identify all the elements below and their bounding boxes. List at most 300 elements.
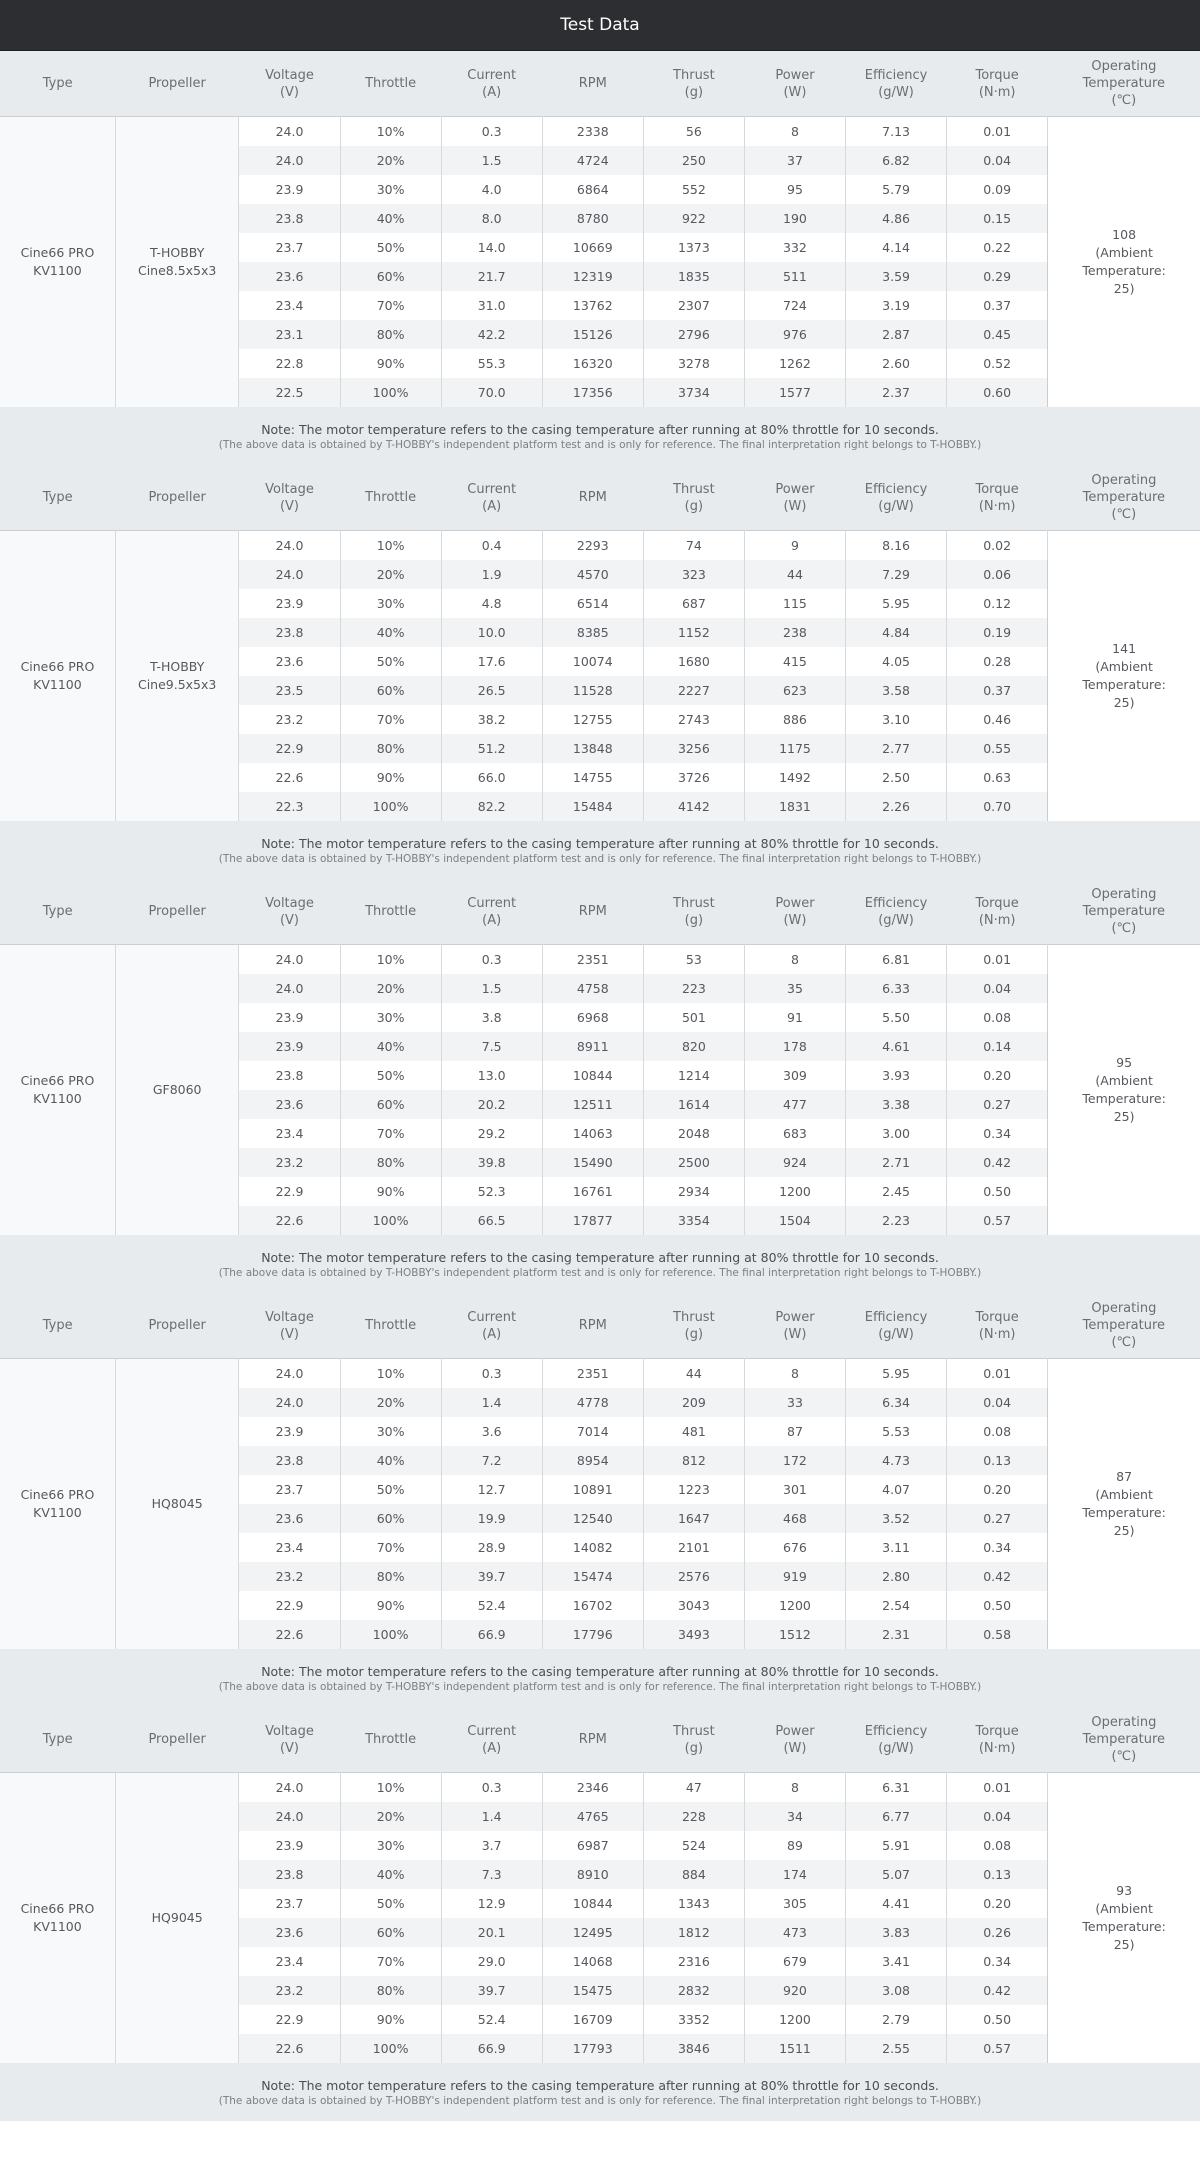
header-text: Efficiency — [864, 481, 928, 497]
header-text: RPM — [578, 490, 607, 505]
voltage-cell: 23.6 — [239, 1090, 340, 1119]
throttle-cell: 30% — [340, 175, 441, 204]
rpm-cell: 16761 — [542, 1177, 643, 1206]
thrust-cell: 4142 — [643, 792, 744, 821]
voltage-cell: 24.0 — [239, 1802, 340, 1831]
voltage-cell: 23.7 — [239, 1889, 340, 1918]
header-text: (N·m) — [978, 912, 1016, 928]
voltage-cell: 23.9 — [239, 1003, 340, 1032]
efficiency-cell: 6.81 — [846, 945, 947, 975]
torque-cell: 0.02 — [947, 531, 1048, 561]
efficiency-cell: 6.82 — [846, 146, 947, 175]
rpm-cell: 6968 — [542, 1003, 643, 1032]
throttle-cell: 40% — [340, 204, 441, 233]
operating-temperature-cell — [1048, 117, 1200, 408]
voltage-cell: 22.9 — [239, 1177, 340, 1206]
current-cell: 8.0 — [441, 204, 542, 233]
thrust-cell: 1835 — [643, 262, 744, 291]
propeller-cell — [115, 1773, 239, 2064]
torque-cell: 0.01 — [947, 1359, 1048, 1389]
voltage-cell: 24.0 — [239, 560, 340, 589]
note-row — [0, 1235, 1200, 1293]
temperature-text: 25) — [1113, 1109, 1135, 1124]
efficiency-cell: 3.10 — [846, 705, 947, 734]
motor-type-cell — [0, 1773, 115, 2064]
temperature-text: (Ambient — [1095, 1901, 1153, 1916]
header-efficiency — [846, 465, 947, 531]
throttle-cell: 90% — [340, 349, 441, 378]
note-cell — [0, 1649, 1200, 1707]
power-cell: 1200 — [744, 1591, 845, 1620]
efficiency-cell: 3.11 — [846, 1533, 947, 1562]
power-cell: 924 — [744, 1148, 845, 1177]
torque-cell: 0.04 — [947, 1802, 1048, 1831]
current-cell: 0.4 — [441, 531, 542, 561]
current-cell: 70.0 — [441, 378, 542, 407]
rpm-cell: 14082 — [542, 1533, 643, 1562]
header-text: Thrust — [673, 895, 715, 911]
propeller-name: HQ8045 — [151, 1496, 203, 1511]
header-text: Propeller — [148, 1732, 206, 1747]
power-cell: 87 — [744, 1417, 845, 1446]
thrust-cell: 1647 — [643, 1504, 744, 1533]
note-text: Note: The motor temperature refers to the casing temperature after running at 80% throttle for 10 seconds. — [261, 835, 939, 851]
thrust-cell: 2934 — [643, 1177, 744, 1206]
throttle-cell: 80% — [340, 734, 441, 763]
table-body — [0, 51, 1200, 2121]
efficiency-cell: 3.19 — [846, 291, 947, 320]
voltage-cell: 23.9 — [239, 1417, 340, 1446]
efficiency-cell: 4.73 — [846, 1446, 947, 1475]
rpm-cell: 2351 — [542, 1359, 643, 1389]
rpm-cell: 16320 — [542, 349, 643, 378]
note-row — [0, 2063, 1200, 2121]
throttle-cell: 90% — [340, 2005, 441, 2034]
torque-cell: 0.63 — [947, 763, 1048, 792]
rpm-cell: 15474 — [542, 1562, 643, 1591]
header-text: (W) — [783, 498, 807, 514]
note-text: Note: The motor temperature refers to the casing temperature after running at 80% throttle for 10 seconds. — [261, 421, 939, 437]
header-efficiency — [846, 1293, 947, 1359]
disclaimer-text: (The above data is obtained by T-HOBBY's independent platform test and is only for reference. The final interpretation right belongs to T-HOBBY.) — [218, 2094, 982, 2107]
voltage-cell: 23.6 — [239, 1918, 340, 1947]
power-cell: 332 — [744, 233, 845, 262]
header-text: (V) — [279, 1740, 300, 1756]
disclaimer-text: (The above data is obtained by T-HOBBY's independent platform test and is only for reference. The final interpretation right belongs to T-HOBBY.) — [218, 852, 982, 865]
header-rpm — [542, 51, 643, 117]
header-text: RPM — [578, 904, 607, 919]
rpm-cell: 14063 — [542, 1119, 643, 1148]
power-cell: 679 — [744, 1947, 845, 1976]
temperature-text: Temperature: — [1082, 1091, 1166, 1106]
rpm-cell: 12755 — [542, 705, 643, 734]
header-text: (℃) — [1111, 93, 1137, 108]
header-torque — [947, 51, 1048, 117]
throttle-cell: 60% — [340, 676, 441, 705]
torque-cell: 0.45 — [947, 320, 1048, 349]
torque-cell: 0.37 — [947, 676, 1048, 705]
efficiency-cell: 6.33 — [846, 974, 947, 1003]
efficiency-cell: 2.54 — [846, 1591, 947, 1620]
efficiency-cell: 5.95 — [846, 1359, 947, 1389]
throttle-cell: 20% — [340, 560, 441, 589]
header-power — [744, 1707, 845, 1773]
rpm-cell: 12511 — [542, 1090, 643, 1119]
thrust-cell: 884 — [643, 1860, 744, 1889]
header-voltage — [239, 1707, 340, 1773]
page-title: Test Data — [0, 0, 1200, 51]
efficiency-cell: 3.59 — [846, 262, 947, 291]
power-cell: 305 — [744, 1889, 845, 1918]
voltage-cell: 24.0 — [239, 1359, 340, 1389]
throttle-cell: 30% — [340, 1417, 441, 1446]
efficiency-cell: 5.91 — [846, 1831, 947, 1860]
thrust-cell: 323 — [643, 560, 744, 589]
rpm-cell: 15484 — [542, 792, 643, 821]
propeller-name: GF8060 — [152, 1082, 202, 1097]
thrust-cell: 2500 — [643, 1148, 744, 1177]
power-cell: 91 — [744, 1003, 845, 1032]
temperature-text: Temperature: — [1082, 677, 1166, 692]
header-text: (℃) — [1111, 921, 1137, 936]
efficiency-cell: 3.52 — [846, 1504, 947, 1533]
torque-cell: 0.04 — [947, 974, 1048, 1003]
rpm-cell: 7014 — [542, 1417, 643, 1446]
power-cell: 676 — [744, 1533, 845, 1562]
header-row — [0, 1293, 1200, 1359]
throttle-cell: 40% — [340, 1032, 441, 1061]
header-text: Operating — [1091, 887, 1157, 902]
thrust-cell: 820 — [643, 1032, 744, 1061]
thrust-cell: 74 — [643, 531, 744, 561]
rpm-cell: 8780 — [542, 204, 643, 233]
header-text: (V) — [279, 912, 300, 928]
voltage-cell: 23.4 — [239, 1533, 340, 1562]
rpm-cell: 10669 — [542, 233, 643, 262]
header-text: (g) — [684, 1740, 704, 1756]
header-text: Throttle — [365, 76, 417, 91]
header-text: Voltage — [265, 895, 314, 911]
motor-type-name: Cine66 PRO — [20, 1901, 95, 1916]
rpm-cell: 15475 — [542, 1976, 643, 2005]
header-text: (V) — [279, 84, 300, 100]
rpm-cell: 12540 — [542, 1504, 643, 1533]
current-cell: 66.9 — [441, 2034, 542, 2063]
header-type — [0, 465, 115, 531]
power-cell: 8 — [744, 117, 845, 147]
header-text: Thrust — [673, 1309, 715, 1325]
torque-cell: 0.15 — [947, 204, 1048, 233]
torque-cell: 0.28 — [947, 647, 1048, 676]
thrust-cell: 1614 — [643, 1090, 744, 1119]
current-cell: 55.3 — [441, 349, 542, 378]
throttle-cell: 20% — [340, 1802, 441, 1831]
header-row — [0, 1707, 1200, 1773]
efficiency-cell: 3.58 — [846, 676, 947, 705]
torque-cell: 0.70 — [947, 792, 1048, 821]
header-text: (A) — [482, 1740, 502, 1756]
torque-cell: 0.34 — [947, 1947, 1048, 1976]
torque-cell: 0.57 — [947, 1206, 1048, 1235]
current-cell: 7.2 — [441, 1446, 542, 1475]
throttle-cell: 70% — [340, 1119, 441, 1148]
thrust-cell: 501 — [643, 1003, 744, 1032]
voltage-cell: 23.8 — [239, 1061, 340, 1090]
power-cell: 1492 — [744, 763, 845, 792]
rpm-cell: 17796 — [542, 1620, 643, 1649]
power-cell: 1504 — [744, 1206, 845, 1235]
note-cell — [0, 407, 1200, 465]
voltage-cell: 22.9 — [239, 2005, 340, 2034]
motor-type-cell — [0, 1359, 115, 1650]
power-cell: 35 — [744, 974, 845, 1003]
power-cell: 1512 — [744, 1620, 845, 1649]
throttle-cell: 20% — [340, 974, 441, 1003]
header-rpm — [542, 1293, 643, 1359]
power-cell: 34 — [744, 1802, 845, 1831]
voltage-cell: 22.6 — [239, 1206, 340, 1235]
header-text: (g/W) — [878, 498, 914, 514]
power-cell: 8 — [744, 1773, 845, 1803]
header-text: (N·m) — [978, 84, 1016, 100]
thrust-cell: 47 — [643, 1773, 744, 1803]
efficiency-cell: 2.80 — [846, 1562, 947, 1591]
rpm-cell: 14068 — [542, 1947, 643, 1976]
rpm-cell: 12319 — [542, 262, 643, 291]
header-text: (W) — [783, 84, 807, 100]
header-text: Throttle — [365, 1732, 417, 1747]
current-cell: 31.0 — [441, 291, 542, 320]
power-cell: 683 — [744, 1119, 845, 1148]
throttle-cell: 80% — [340, 1562, 441, 1591]
header-text: Operating — [1091, 473, 1157, 488]
current-cell: 1.5 — [441, 146, 542, 175]
header-operating-temperature — [1048, 465, 1200, 531]
propeller-name: HQ9045 — [151, 1910, 203, 1925]
power-cell: 511 — [744, 262, 845, 291]
header-text: Efficiency — [864, 1309, 928, 1325]
rpm-cell: 10891 — [542, 1475, 643, 1504]
header-text: Torque — [975, 67, 1019, 83]
header-type — [0, 1707, 115, 1773]
torque-cell: 0.46 — [947, 705, 1048, 734]
rpm-cell: 17877 — [542, 1206, 643, 1235]
voltage-cell: 23.9 — [239, 1032, 340, 1061]
header-thrust — [643, 465, 744, 531]
temperature-text: (Ambient — [1095, 1487, 1153, 1502]
header-text: (V) — [279, 1326, 300, 1342]
current-cell: 0.3 — [441, 117, 542, 147]
throttle-cell: 100% — [340, 1206, 441, 1235]
thrust-cell: 3278 — [643, 349, 744, 378]
header-power — [744, 1293, 845, 1359]
thrust-cell: 1152 — [643, 618, 744, 647]
current-cell: 29.0 — [441, 1947, 542, 1976]
current-cell: 82.2 — [441, 792, 542, 821]
throttle-cell: 90% — [340, 763, 441, 792]
header-text: Torque — [975, 1309, 1019, 1325]
throttle-cell: 50% — [340, 1061, 441, 1090]
throttle-cell: 70% — [340, 1947, 441, 1976]
motor-type-kv: KV1100 — [33, 1919, 82, 1934]
voltage-cell: 23.8 — [239, 204, 340, 233]
header-text: (W) — [783, 1740, 807, 1756]
thrust-cell: 3256 — [643, 734, 744, 763]
efficiency-cell: 2.45 — [846, 1177, 947, 1206]
header-current — [441, 465, 542, 531]
power-cell: 886 — [744, 705, 845, 734]
header-text: (A) — [482, 498, 502, 514]
power-cell: 1200 — [744, 1177, 845, 1206]
voltage-cell: 23.4 — [239, 291, 340, 320]
motor-type-kv: KV1100 — [33, 1091, 82, 1106]
torque-cell: 0.42 — [947, 1562, 1048, 1591]
header-propeller — [115, 465, 239, 531]
header-text: Efficiency — [864, 1723, 928, 1739]
header-text: Current — [467, 1309, 517, 1325]
voltage-cell: 23.1 — [239, 320, 340, 349]
efficiency-cell: 5.07 — [846, 1860, 947, 1889]
table-row — [0, 117, 1200, 147]
thrust-cell: 2743 — [643, 705, 744, 734]
torque-cell: 0.58 — [947, 1620, 1048, 1649]
torque-cell: 0.13 — [947, 1446, 1048, 1475]
thrust-cell: 44 — [643, 1359, 744, 1389]
voltage-cell: 22.5 — [239, 378, 340, 407]
torque-cell: 0.22 — [947, 233, 1048, 262]
header-text: Current — [467, 895, 517, 911]
voltage-cell: 24.0 — [239, 1773, 340, 1803]
header-text: (A) — [482, 84, 502, 100]
efficiency-cell: 5.79 — [846, 175, 947, 204]
torque-cell: 0.60 — [947, 378, 1048, 407]
note-text: Note: The motor temperature refers to the casing temperature after running at 80% throttle for 10 seconds. — [261, 1249, 939, 1265]
header-text: Temperature — [1082, 1732, 1166, 1747]
header-operating-temperature — [1048, 1293, 1200, 1359]
current-cell: 10.0 — [441, 618, 542, 647]
power-cell: 37 — [744, 146, 845, 175]
torque-cell: 0.19 — [947, 618, 1048, 647]
rpm-cell: 15490 — [542, 1148, 643, 1177]
header-text: Propeller — [148, 904, 206, 919]
header-current — [441, 51, 542, 117]
header-text: Temperature — [1082, 76, 1166, 91]
power-cell: 976 — [744, 320, 845, 349]
thrust-cell: 223 — [643, 974, 744, 1003]
temperature-text: 25) — [1113, 1523, 1135, 1538]
throttle-cell: 90% — [340, 1177, 441, 1206]
efficiency-cell: 3.00 — [846, 1119, 947, 1148]
power-cell: 8 — [744, 945, 845, 975]
note-text: Note: The motor temperature refers to the casing temperature after running at 80% throttle for 10 seconds. — [261, 2077, 939, 2093]
rpm-cell: 14755 — [542, 763, 643, 792]
header-text: (W) — [783, 1326, 807, 1342]
header-text: (g/W) — [878, 84, 914, 100]
thrust-cell: 1214 — [643, 1061, 744, 1090]
thrust-cell: 2227 — [643, 676, 744, 705]
test-data-table — [0, 51, 1200, 2121]
thrust-cell: 250 — [643, 146, 744, 175]
torque-cell: 0.42 — [947, 1148, 1048, 1177]
header-text: Power — [775, 895, 815, 911]
operating-temperature-cell — [1048, 1359, 1200, 1650]
header-text: Thrust — [673, 67, 715, 83]
throttle-cell: 50% — [340, 233, 441, 262]
header-text: Voltage — [265, 67, 314, 83]
header-text: (g) — [684, 498, 704, 514]
rpm-cell: 8385 — [542, 618, 643, 647]
efficiency-cell: 6.77 — [846, 1802, 947, 1831]
header-text: (g) — [684, 1326, 704, 1342]
throttle-cell: 80% — [340, 320, 441, 349]
header-rpm — [542, 465, 643, 531]
header-text: Throttle — [365, 904, 417, 919]
header-text: Torque — [975, 1723, 1019, 1739]
thrust-cell: 1812 — [643, 1918, 744, 1947]
header-text: Efficiency — [864, 895, 928, 911]
power-cell: 1200 — [744, 2005, 845, 2034]
current-cell: 21.7 — [441, 262, 542, 291]
throttle-cell: 40% — [340, 1860, 441, 1889]
current-cell: 66.9 — [441, 1620, 542, 1649]
current-cell: 13.0 — [441, 1061, 542, 1090]
current-cell: 0.3 — [441, 945, 542, 975]
operating-temperature-cell — [1048, 531, 1200, 822]
current-cell: 3.6 — [441, 1417, 542, 1446]
table-row — [0, 1773, 1200, 1803]
header-text: Temperature — [1082, 490, 1166, 505]
voltage-cell: 23.2 — [239, 1976, 340, 2005]
efficiency-cell: 4.07 — [846, 1475, 947, 1504]
header-text: Propeller — [148, 490, 206, 505]
header-power — [744, 51, 845, 117]
efficiency-cell: 2.23 — [846, 1206, 947, 1235]
current-cell: 52.4 — [441, 1591, 542, 1620]
disclaimer-text: (The above data is obtained by T-HOBBY's independent platform test and is only for reference. The final interpretation right belongs to T-HOBBY.) — [218, 1266, 982, 1279]
efficiency-cell: 4.84 — [846, 618, 947, 647]
current-cell: 4.8 — [441, 589, 542, 618]
throttle-cell: 50% — [340, 647, 441, 676]
current-cell: 17.6 — [441, 647, 542, 676]
current-cell: 1.5 — [441, 974, 542, 1003]
thrust-cell: 3846 — [643, 2034, 744, 2063]
efficiency-cell: 2.37 — [846, 378, 947, 407]
torque-cell: 0.04 — [947, 1388, 1048, 1417]
rpm-cell: 6987 — [542, 1831, 643, 1860]
current-cell: 7.3 — [441, 1860, 542, 1889]
header-propeller — [115, 51, 239, 117]
propeller-cell — [115, 117, 239, 408]
efficiency-cell: 3.08 — [846, 1976, 947, 2005]
torque-cell: 0.04 — [947, 146, 1048, 175]
current-cell: 42.2 — [441, 320, 542, 349]
efficiency-cell: 2.55 — [846, 2034, 947, 2063]
header-propeller — [115, 1707, 239, 1773]
thrust-cell: 3352 — [643, 2005, 744, 2034]
voltage-cell: 22.6 — [239, 763, 340, 792]
torque-cell: 0.37 — [947, 291, 1048, 320]
throttle-cell: 10% — [340, 117, 441, 147]
thrust-cell: 922 — [643, 204, 744, 233]
torque-cell: 0.27 — [947, 1090, 1048, 1119]
throttle-cell: 100% — [340, 792, 441, 821]
header-text: Voltage — [265, 481, 314, 497]
torque-cell: 0.13 — [947, 1860, 1048, 1889]
header-type — [0, 1293, 115, 1359]
current-cell: 39.8 — [441, 1148, 542, 1177]
header-text: (N·m) — [978, 1326, 1016, 1342]
header-voltage — [239, 465, 340, 531]
